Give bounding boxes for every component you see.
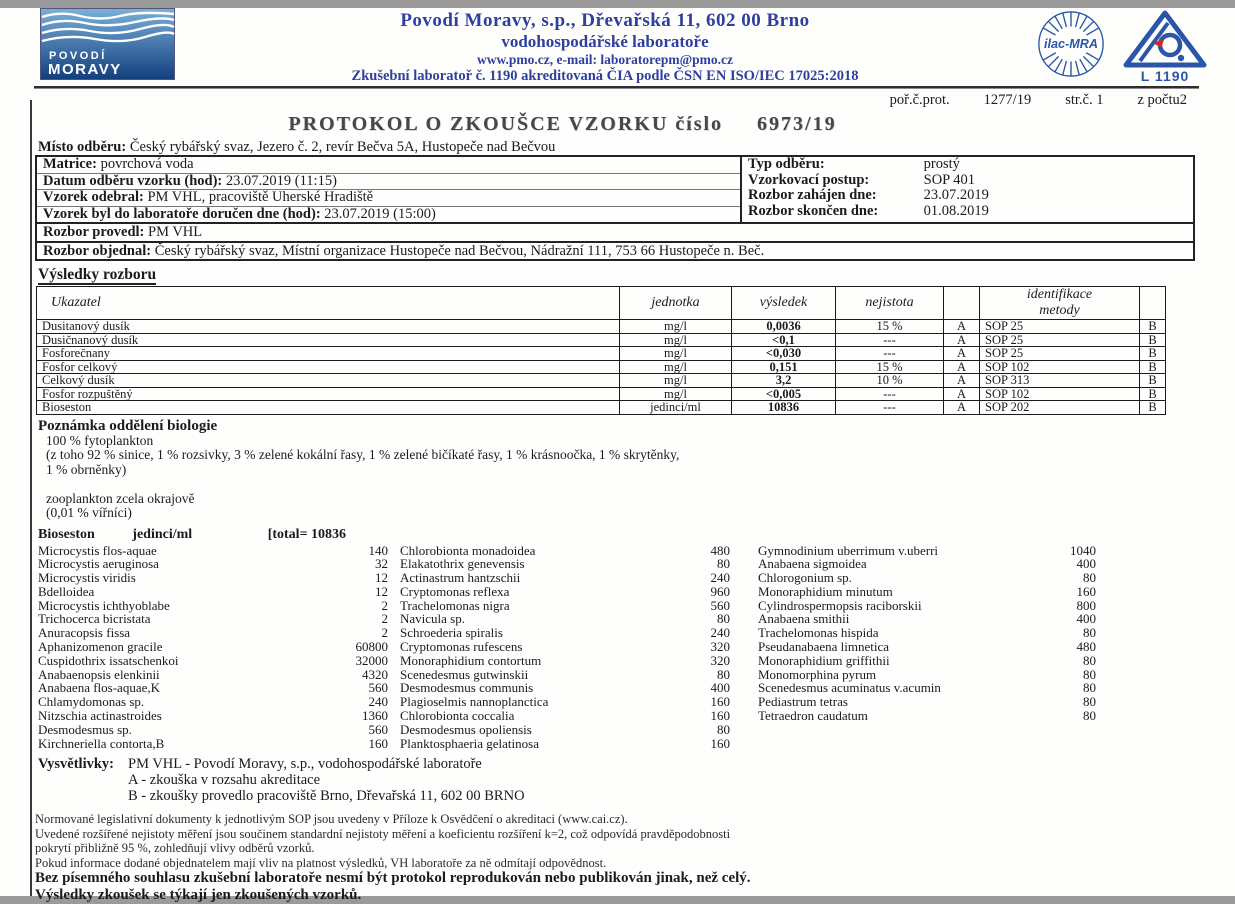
species-count: 160 xyxy=(1076,583,1096,599)
footer-bold-lines xyxy=(35,870,1195,904)
species-count: 160 xyxy=(710,708,730,724)
species-column-1 xyxy=(38,544,388,751)
results-table-body xyxy=(37,320,1166,415)
result-unit: mg/l xyxy=(620,387,732,401)
species-name: Nitzschia actinastroides xyxy=(38,708,162,724)
result-unit: mg/l xyxy=(620,360,732,374)
species-row xyxy=(400,737,730,751)
footer-line: Uvedené rozšířené nejistoty měření jsou součinem standardní nejistoty měření a koeficientu rozšíření k=2, což odpovídá pravděpodobnosti xyxy=(35,826,731,841)
ordered-by-row xyxy=(37,241,1193,260)
sampling-place-label: Místo odběru: xyxy=(38,139,127,155)
page-number: str.č. 1 xyxy=(1065,92,1104,108)
org-address: Povodí Moravy, s.p., Dřevařská 11, 602 00 Brno xyxy=(400,10,810,31)
species-column-3 xyxy=(758,544,1096,751)
species-row xyxy=(758,612,1096,626)
species-name: Chlorogonium sp. xyxy=(758,570,852,586)
species-name: Plagioselmis nannoplanctica xyxy=(400,694,549,710)
result-site-flag: B xyxy=(1140,401,1166,415)
species-row xyxy=(400,599,730,613)
species-count: 80 xyxy=(717,611,730,627)
protocol-meta-line xyxy=(0,92,1235,109)
sample-info-row xyxy=(37,174,740,191)
species-name: Microcystis aeruginosa xyxy=(38,556,159,572)
result-parameter: Bioseston xyxy=(37,401,620,415)
species-count: 400 xyxy=(710,680,730,696)
species-row xyxy=(758,599,1096,613)
species-row xyxy=(38,654,388,668)
info-label: Rozbor objednal: xyxy=(43,242,152,259)
waves-logo-icon xyxy=(40,8,175,80)
footer-bold-line: Výsledky zkoušek se týkají jen zkoušených vzorků. xyxy=(35,887,362,904)
legend-label: Vysvětlivky: xyxy=(38,756,114,773)
sample-info-row xyxy=(37,157,740,174)
result-value: 0,151 xyxy=(732,360,836,374)
species-row xyxy=(38,571,388,585)
species-row xyxy=(758,557,1096,571)
result-site-flag: B xyxy=(1140,360,1166,374)
results-table xyxy=(36,286,1166,415)
svg-text:POVODÍ: POVODÍ xyxy=(49,50,107,62)
species-row xyxy=(400,612,730,626)
biology-note-line: zooplankton zcela okrajově xyxy=(46,490,195,506)
bioseston-total: [total= 10836 xyxy=(267,526,347,542)
sample-info-row xyxy=(742,157,1193,173)
org-accreditation: Zkušební laboratoř č. 1190 akreditovaná ČIA podle ČSN EN ISO/IEC 17025:2018 xyxy=(351,68,859,84)
species-row xyxy=(400,585,730,599)
species-row xyxy=(38,544,388,558)
species-columns xyxy=(38,544,1235,751)
svg-text:L 1190: L 1190 xyxy=(1140,68,1190,84)
result-accreditation-flag: A xyxy=(944,320,980,334)
result-uncertainty: 15 % xyxy=(836,320,944,334)
col-method: identifikace metody xyxy=(980,287,1140,320)
info-label: Vzorek odebral: xyxy=(43,189,144,205)
species-name: Anabaenopsis elenkinii xyxy=(38,666,160,682)
species-count: 160 xyxy=(710,735,730,751)
species-row xyxy=(400,626,730,640)
species-name: Navicula sp. xyxy=(400,611,465,627)
species-row xyxy=(400,571,730,585)
result-method: SOP 25 xyxy=(980,320,1140,334)
species-row xyxy=(38,612,388,626)
result-unit: mg/l xyxy=(620,374,732,388)
species-name: Microcystis flos-aquae xyxy=(38,542,157,558)
species-name: Pediastrum tetras xyxy=(758,694,848,710)
result-parameter: Dusitanový dusík xyxy=(37,320,620,334)
species-row xyxy=(758,681,1096,695)
result-site-flag: B xyxy=(1140,333,1166,347)
species-count: 2 xyxy=(381,597,388,613)
species-row xyxy=(758,654,1096,668)
species-name: Monoraphidium griffithii xyxy=(758,652,890,668)
species-count: 560 xyxy=(368,721,388,737)
legend-line: PM VHL - Povodí Moravy, s.p., vodohospodářské laboratoře xyxy=(128,756,482,773)
results-heading: Výsledky rozboru xyxy=(38,266,157,283)
species-name: Cryptomonas reflexa xyxy=(400,583,510,599)
sample-info-row xyxy=(37,190,740,207)
col-unit: jednotka xyxy=(620,287,732,320)
result-uncertainty: --- xyxy=(836,387,944,401)
species-row xyxy=(38,723,388,737)
species-name: Cuspidothrix issatschenkoi xyxy=(38,652,179,668)
result-method: SOP 102 xyxy=(980,387,1140,401)
species-count: 160 xyxy=(368,735,388,751)
info-value: 23.07.2019 xyxy=(923,187,989,203)
species-name: Desmodesmus sp. xyxy=(38,721,132,737)
species-count: 1040 xyxy=(1070,542,1096,558)
species-name: Monomorphina pyrum xyxy=(758,666,877,682)
species-count: 80 xyxy=(1083,680,1096,696)
result-accreditation-flag: A xyxy=(944,374,980,388)
info-value: 23.07.2019 (11:15) xyxy=(225,172,337,189)
result-uncertainty: 10 % xyxy=(836,374,944,388)
biology-note-line: 100 % fytoplankton xyxy=(46,432,154,448)
species-count: 12 xyxy=(375,570,388,586)
species-name: Tetraedron caudatum xyxy=(758,708,868,724)
col-parameter: Ukazatel xyxy=(37,287,620,320)
result-unit: mg/l xyxy=(620,320,732,334)
header-divider xyxy=(34,86,1199,89)
result-value: 10836 xyxy=(732,401,836,415)
result-site-flag: B xyxy=(1140,387,1166,401)
species-name: Anuracopsis fissa xyxy=(38,625,131,641)
species-name: Desmodesmus communis xyxy=(400,680,534,696)
species-row xyxy=(38,557,388,571)
info-label: Rozbor skončen dne: xyxy=(748,202,879,219)
species-count: 240 xyxy=(710,625,730,641)
species-count: 80 xyxy=(1083,570,1096,586)
result-parameter: Fosforečnany xyxy=(37,347,620,361)
species-count: 2 xyxy=(381,611,388,627)
sample-info-row xyxy=(742,188,1193,204)
result-accreditation-flag: A xyxy=(944,360,980,374)
species-count: 32 xyxy=(375,556,388,572)
species-name: Bdelloidea xyxy=(38,583,95,599)
species-name: Schroederia spiralis xyxy=(400,625,503,641)
sampling-place-value: Český rybářský svaz, Jezero č. 2, revír Bečva 5A, Hustopeče nad Bečvou xyxy=(129,139,556,155)
result-uncertainty: --- xyxy=(836,401,944,415)
org-contacts: www.pmo.cz, e-mail: laboratorepm@pmo.cz xyxy=(476,52,733,67)
protocol-number: 1277/19 xyxy=(983,92,1032,108)
species-count: 560 xyxy=(368,680,388,696)
result-method: SOP 25 xyxy=(980,333,1140,347)
species-count: 400 xyxy=(1076,556,1096,572)
result-row xyxy=(37,333,1166,347)
povodi-moravy-logo xyxy=(40,8,175,85)
page-count: z počtu2 xyxy=(1137,92,1187,108)
letterhead xyxy=(0,8,1235,82)
result-value: 0,0036 xyxy=(732,320,836,334)
info-value: PM VHL xyxy=(148,224,203,240)
result-accreditation-flag: A xyxy=(944,347,980,361)
result-accreditation-flag: A xyxy=(944,401,980,415)
result-parameter: Celkový dusík xyxy=(37,374,620,388)
result-parameter: Dusičnanový dusík xyxy=(37,333,620,347)
species-row xyxy=(38,668,388,682)
species-column-2 xyxy=(400,544,730,751)
species-count: 80 xyxy=(1083,708,1096,724)
protocol-number-label: poř.č.prot. xyxy=(889,92,950,108)
species-name: Scenedesmus acuminatus v.acumin xyxy=(758,680,941,696)
org-labs: vodohospodářské laboratoře xyxy=(501,32,709,51)
accreditation-stamps xyxy=(1035,8,1207,84)
biology-note-line: 1 % obrněnky) xyxy=(46,461,127,477)
legend-lines xyxy=(128,756,525,804)
svg-text:MORAVY: MORAVY xyxy=(48,61,122,78)
species-count: 240 xyxy=(710,570,730,586)
result-unit: mg/l xyxy=(620,347,732,361)
bioseston-label: Bioseston xyxy=(38,526,95,542)
result-value: <0,030 xyxy=(732,347,836,361)
result-method: SOP 102 xyxy=(980,360,1140,374)
result-value: <0,1 xyxy=(732,333,836,347)
species-row xyxy=(38,737,388,751)
species-name: Anabaena smithii xyxy=(758,611,850,627)
result-method: SOP 25 xyxy=(980,347,1140,361)
info-label: Matrice: xyxy=(43,156,97,172)
footer-legal-lines xyxy=(35,812,1195,870)
analysis-by-row xyxy=(37,224,1193,241)
sample-info-bottom xyxy=(37,222,1193,259)
species-count: 80 xyxy=(1083,666,1096,682)
species-row xyxy=(400,695,730,709)
footer-line: Normované legislativní dokumenty k jednotlivým SOP jsou uvedeny v Příloze k Osvědčení o akreditaci (www.cai.cz). xyxy=(35,812,628,827)
sample-info-box xyxy=(35,155,1195,261)
species-count: 140 xyxy=(368,542,388,558)
species-count: 160 xyxy=(710,694,730,710)
biology-note-lines xyxy=(38,434,1235,521)
species-row xyxy=(758,668,1096,682)
info-label: Vzorek byl do laboratoře doručen dne (hod): xyxy=(43,205,321,222)
result-accreditation-flag: A xyxy=(944,387,980,401)
species-name: Actinastrum hantzschii xyxy=(400,570,521,586)
species-count: 1360 xyxy=(362,708,388,724)
letterhead-text xyxy=(175,8,1035,85)
species-count: 80 xyxy=(1083,625,1096,641)
sample-number: 6973/19 xyxy=(757,113,837,135)
result-uncertainty: 15 % xyxy=(836,360,944,374)
species-row xyxy=(758,571,1096,585)
species-count: 320 xyxy=(710,652,730,668)
biology-note xyxy=(38,418,1235,521)
sample-info-row xyxy=(742,173,1193,189)
species-count: 80 xyxy=(717,556,730,572)
result-row xyxy=(37,387,1166,401)
result-uncertainty: --- xyxy=(836,333,944,347)
species-count: 480 xyxy=(1076,639,1096,655)
species-name: Kirchneriella contorta,B xyxy=(38,735,165,751)
info-value: povrchová voda xyxy=(100,156,194,172)
species-row xyxy=(758,709,1096,723)
result-site-flag: B xyxy=(1140,320,1166,334)
footer-notes xyxy=(35,812,1195,904)
species-count: 400 xyxy=(1076,611,1096,627)
species-count: 80 xyxy=(1083,694,1096,710)
sample-info-right xyxy=(742,157,1193,222)
species-count: 32000 xyxy=(355,652,388,668)
species-row xyxy=(38,681,388,695)
species-name: Desmodesmus opoliensis xyxy=(400,721,532,737)
species-row xyxy=(400,654,730,668)
sample-info-left xyxy=(37,157,742,222)
result-method: SOP 313 xyxy=(980,374,1140,388)
species-name: Planktosphaeria gelatinosa xyxy=(400,735,539,751)
species-count: 80 xyxy=(1083,652,1096,668)
result-accreditation-flag: A xyxy=(944,333,980,347)
species-row xyxy=(38,695,388,709)
species-count: 60800 xyxy=(355,639,388,655)
biology-note-line xyxy=(38,477,1235,492)
info-value: SOP 401 xyxy=(923,171,976,188)
species-name: Anabaena sigmoidea xyxy=(758,556,867,572)
species-count: 560 xyxy=(710,597,730,613)
title-text: PROTOKOL O ZKOUŠCE VZORKU číslo xyxy=(288,113,724,135)
species-count: 80 xyxy=(717,721,730,737)
biology-note-heading: Poznámka oddělení biologie xyxy=(38,417,218,434)
result-row xyxy=(37,320,1166,334)
info-label: Vzorkovací postup: xyxy=(748,171,870,188)
species-name: Chlorobionta coccalia xyxy=(400,708,515,724)
species-name: Trachelomonas nigra xyxy=(400,597,510,613)
species-name: Gymnodinium uberrimum v.uberri xyxy=(758,542,939,558)
result-parameter: Fosfor celkový xyxy=(37,360,620,374)
protocol-document xyxy=(0,8,1235,904)
species-row xyxy=(400,544,730,558)
info-value: 23.07.2019 (15:00) xyxy=(324,205,436,222)
species-row xyxy=(38,640,388,654)
bioseston-list-header xyxy=(38,527,1235,542)
species-row xyxy=(38,709,388,723)
sampling-place-row xyxy=(38,139,1195,155)
info-value: PM VHL, pracoviště Uherské Hradiště xyxy=(147,189,374,205)
biology-note-line: (0,01 % vířníci) xyxy=(46,505,132,520)
info-label: Rozbor provedl: xyxy=(43,224,145,240)
species-name: Chlorobionta monadoidea xyxy=(400,542,536,558)
species-row xyxy=(758,544,1096,558)
species-count: 960 xyxy=(710,583,730,599)
species-count: 2 xyxy=(381,625,388,641)
bioseston-unit: jedinci/ml xyxy=(132,526,193,542)
result-unit: mg/l xyxy=(620,333,732,347)
legend-section xyxy=(38,756,1235,804)
species-row xyxy=(400,557,730,571)
species-count: 80 xyxy=(717,666,730,682)
result-value: 3,2 xyxy=(732,374,836,388)
svg-text:ilac-MRA: ilac-MRA xyxy=(1043,36,1099,51)
result-row xyxy=(37,347,1166,361)
species-name: Microcystis viridis xyxy=(38,570,136,586)
result-method: SOP 202 xyxy=(980,401,1140,415)
info-value: Český rybářský svaz, Místní organizace Hustopeče nad Bečvou, Nádražní 111, 753 66 Hustopeče n. Beč. xyxy=(154,242,765,259)
species-name: Aphanizomenon gracile xyxy=(38,639,163,655)
result-row xyxy=(37,401,1166,415)
sample-info-row xyxy=(742,204,1193,220)
species-count: 12 xyxy=(375,583,388,599)
result-unit: jedinci/ml xyxy=(620,401,732,415)
cia-stamp-icon xyxy=(1123,8,1207,84)
col-b-flag xyxy=(1140,287,1166,320)
col-uncertainty: nejistota xyxy=(836,287,944,320)
result-site-flag: B xyxy=(1140,347,1166,361)
result-uncertainty: --- xyxy=(836,347,944,361)
species-count: 4320 xyxy=(362,666,388,682)
footer-line: Pokud informace dodané objednatelem mají vliv na platnost výsledků, VH laboratoře za ně odmítají odpovědnost. xyxy=(35,855,607,870)
species-row xyxy=(400,709,730,723)
ilac-mra-stamp-icon xyxy=(1035,8,1107,80)
species-count: 240 xyxy=(368,694,388,710)
species-row xyxy=(400,723,730,737)
species-row xyxy=(758,626,1096,640)
species-row xyxy=(758,640,1096,654)
species-row xyxy=(38,599,388,613)
info-value: 01.08.2019 xyxy=(923,202,989,219)
species-name: Monoraphidium minutum xyxy=(758,583,893,599)
col-a-flag xyxy=(944,287,980,320)
sample-info-row xyxy=(37,207,740,223)
sample-info-columns xyxy=(37,157,1193,222)
species-name: Cryptomonas rufescens xyxy=(400,639,523,655)
species-name: Chlamydomonas sp. xyxy=(38,694,145,710)
result-parameter: Fosfor rozpuštěný xyxy=(37,387,620,401)
species-row xyxy=(400,640,730,654)
species-name: Trachelomonas hispida xyxy=(758,625,879,641)
legend-line: B - zkoušky provedlo pracoviště Brno, Dřevařská 11, 602 00 BRNO xyxy=(128,788,525,805)
document-title xyxy=(0,113,1180,137)
results-table-header xyxy=(37,287,1166,320)
result-value: <0,005 xyxy=(732,387,836,401)
info-label: Typ odběru: xyxy=(748,156,825,172)
result-site-flag: B xyxy=(1140,374,1166,388)
species-count: 320 xyxy=(710,639,730,655)
info-label: Datum odběru vzorku (hod): xyxy=(43,172,223,189)
species-name: Cylindrospermopsis raciborskii xyxy=(758,597,922,613)
species-name: Anabaena flos-aquae,K xyxy=(38,680,160,696)
species-name: Microcystis ichthyoblabe xyxy=(38,597,170,613)
result-row xyxy=(37,374,1166,388)
species-name: Pseudanabaena limnetica xyxy=(758,639,890,655)
species-row xyxy=(758,695,1096,709)
species-row xyxy=(38,626,388,640)
species-row xyxy=(758,585,1096,599)
species-name: Trichocerca bicristata xyxy=(38,611,151,627)
species-name: Monoraphidium contortum xyxy=(400,652,542,668)
biology-note-line: (z toho 92 % sinice, 1 % rozsivky, 3 % zelené kokální řasy, 1 % zelené bičíkaté řasy, 1 % krásnoočka, 1 % skrytěnky, xyxy=(46,447,680,462)
info-value: prostý xyxy=(923,156,960,172)
footer-line: pokrytí přibližně 95 %, zohledňují vlivy odběrů vzorků. xyxy=(35,841,315,856)
species-row xyxy=(38,585,388,599)
footer-bold-line: Bez písemného souhlasu zkušební laboratoře nesmí být protokol reprodukován nebo publikován jinak, než celý. xyxy=(35,870,751,887)
species-count: 800 xyxy=(1076,597,1096,613)
species-row xyxy=(400,668,730,682)
species-name: Elakatothrix genevensis xyxy=(400,556,525,572)
species-count: 480 xyxy=(710,542,730,558)
scan-artifact-line xyxy=(30,100,32,896)
col-result: výsledek xyxy=(732,287,836,320)
species-row xyxy=(400,681,730,695)
legend-line: A - zkouška v rozsahu akreditace xyxy=(128,772,321,789)
info-label: Rozbor zahájen dne: xyxy=(748,187,877,203)
species-name: Scenedesmus gutwinskii xyxy=(400,666,529,682)
result-row xyxy=(37,360,1166,374)
